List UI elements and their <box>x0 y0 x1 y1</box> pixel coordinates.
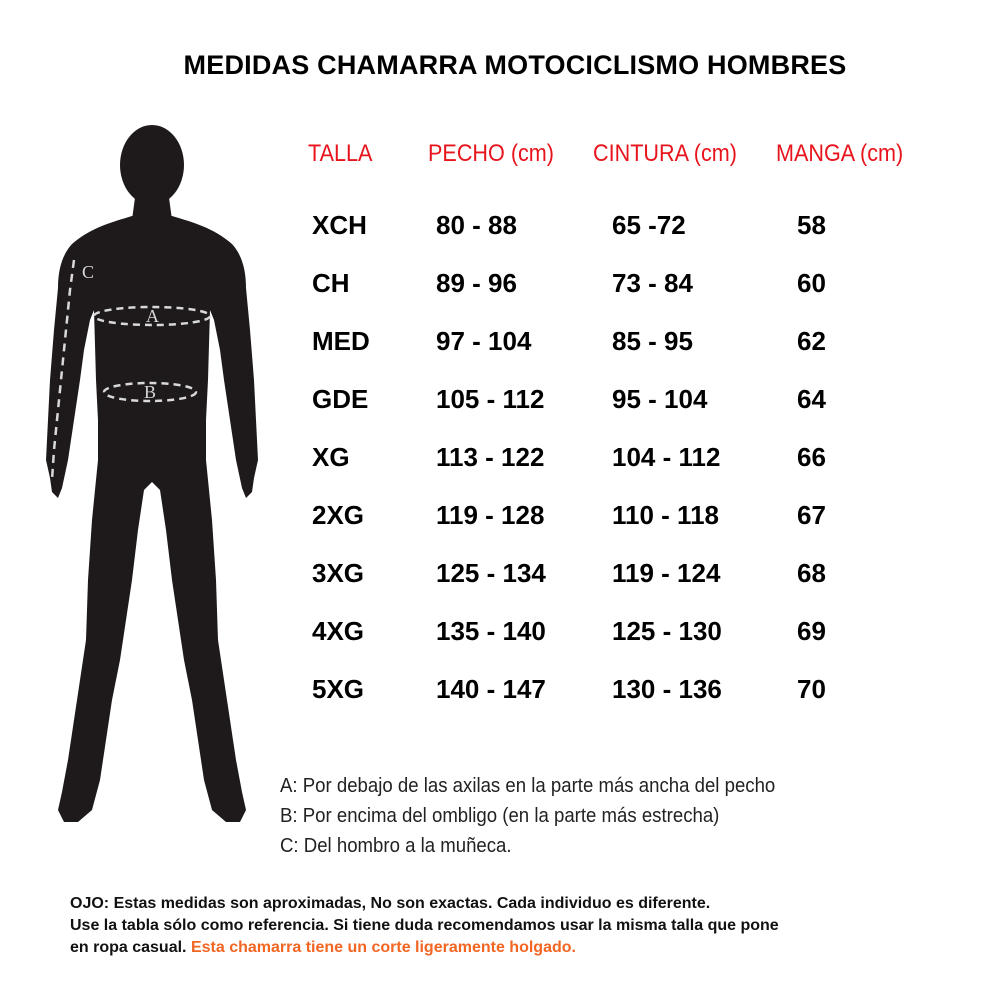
label-c: C <box>82 262 95 282</box>
cell-manga: 68 <box>797 558 826 588</box>
cell-pecho: 135 - 140 <box>436 616 546 646</box>
note-a: A: Por debajo de las axilas en la parte más ancha del pecho <box>280 775 776 797</box>
cell-talla: CH <box>312 268 350 298</box>
disclaimer-highlight: Esta chamarra tiene un corte ligeramente holgado. <box>190 939 576 956</box>
cell-talla: 4XG <box>312 616 365 646</box>
cell-talla: MED <box>312 326 370 356</box>
cell-cintura: 130 - 136 <box>612 674 722 704</box>
cell-pecho: 80 - 88 <box>436 210 517 240</box>
cell-cintura: 85 - 95 <box>612 326 693 356</box>
cell-cintura: 95 - 104 <box>612 384 708 414</box>
cell-pecho: 97 - 104 <box>436 326 532 356</box>
cell-manga: 62 <box>797 326 826 356</box>
header-talla: TALLA <box>308 140 373 167</box>
cell-pecho: 119 - 128 <box>436 500 545 530</box>
disclaimer-line-3-text: en ropa casual. <box>70 939 187 956</box>
cell-cintura: 119 - 124 <box>612 558 721 588</box>
cell-talla: XG <box>312 442 350 472</box>
cell-talla: XCH <box>312 210 367 240</box>
cell-manga: 66 <box>797 442 826 472</box>
header-manga: MANGA (cm) <box>776 140 904 167</box>
cell-manga: 69 <box>797 616 826 646</box>
cell-pecho: 125 - 134 <box>436 558 546 588</box>
cell-talla: 5XG <box>312 674 365 704</box>
note-b: B: Por encima del ombligo (en la parte más estrecha) <box>280 805 720 827</box>
body-silhouette <box>40 120 270 855</box>
cell-manga: 70 <box>797 674 826 704</box>
cell-cintura: 110 - 118 <box>612 500 719 530</box>
cell-talla: 2XG <box>312 500 365 530</box>
cell-cintura: 125 - 130 <box>612 616 722 646</box>
disclaimer-line-3 <box>70 937 970 959</box>
cell-manga: 60 <box>797 268 826 298</box>
cell-cintura: 65 -72 <box>612 210 686 240</box>
header-pecho: PECHO (cm) <box>428 140 554 167</box>
cell-cintura: 73 - 84 <box>612 268 693 298</box>
label-b: B <box>144 382 157 402</box>
disclaimer-line-2: Use la tabla sólo como referencia. Si tiene duda recomendamos usar la misma talla que pone <box>70 917 779 934</box>
cell-talla: GDE <box>312 384 369 414</box>
label-a: A <box>146 306 159 326</box>
cell-manga: 58 <box>797 210 826 240</box>
page-title: MEDIDAS CHAMARRA MOTOCICLISMO HOMBRES <box>183 50 847 80</box>
cell-talla: 3XG <box>312 558 365 588</box>
disclaimer <box>70 893 970 959</box>
cell-pecho: 113 - 122 <box>436 442 545 472</box>
cell-cintura: 104 - 112 <box>612 442 721 472</box>
cell-manga: 64 <box>797 384 826 414</box>
header-cintura: CINTURA (cm) <box>593 140 737 167</box>
note-c: C: Del hombro a la muñeca. <box>280 835 512 857</box>
cell-pecho: 105 - 112 <box>436 384 545 414</box>
cell-manga: 67 <box>797 500 826 530</box>
disclaimer-line-1: OJO: Estas medidas son aproximadas, No son exactas. Cada individuo es diferente. <box>70 895 711 912</box>
cell-pecho: 140 - 147 <box>436 674 546 704</box>
cell-pecho: 89 - 96 <box>436 268 517 298</box>
